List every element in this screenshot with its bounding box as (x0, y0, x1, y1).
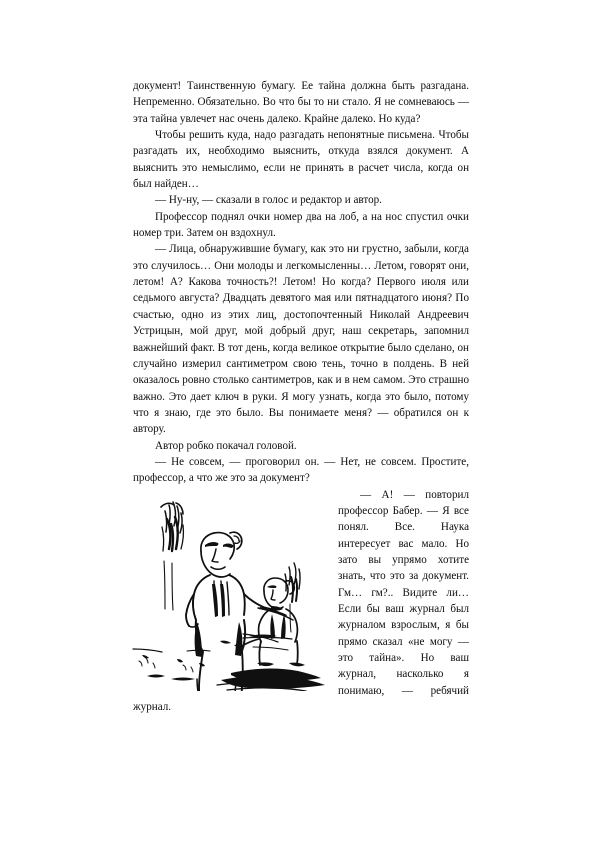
paragraph-wrapping-illustration: — А! — повторил профессор Бабер. — Я все понял. Все. Наука интересует вас мало. Но зато вы упрямо хотите знать, что это за документ. Гм… гм?.. Видите ли… Если бы ваш журнал был журналом взрослым, я бы прямо сказал «не могу — это тайна». Но ваш журнал, насколько я понимаю, — ребячий журнал. (133, 488, 469, 714)
crouching-boy (238, 578, 305, 666)
bush-left-icon (161, 502, 183, 610)
illustration-drawing (131, 489, 328, 691)
paragraph: Профессор поднял очки номер два на лоб, а на нос спустил очки номер три. Затем он вздохнул. (133, 210, 469, 240)
paragraph: — Ну-ну, — сказали в голос и редактор и автор. (155, 194, 382, 207)
paragraph: Автор робко покачал головой. (155, 439, 297, 452)
paragraph: документ! Таинственную бумагу. Ее тайна должна быть разгадана. Непременно. Обязательно. Во что бы то ни стало. Я не сомневаюсь — эта тайна увлечет нас очень далеко. Крайне далеко. Но куда? (133, 80, 469, 125)
paragraph: Чтобы решить куда, надо разгадать непонятные письмена. Чтобы разгадать их, необходимо выяснить, откуда взялся документ. А выяснить это немыслимо, если не принять в расчет числа, когда он был найден… (133, 129, 469, 191)
page-text-column (133, 78, 469, 715)
paragraph: — Лица, обнаружившие бумагу, как это ни грустно, забыли, когда это случилось… Они молоды и легкомысленны… Летом, говорят они, летом! А? Какова точность?! Летом! Но когда? Первого июля или седьмого августа? Двадцать девятого мая или пятнадцатого июня? По счастью, одно из этих лиц, достопочтенный Николай Андреевич Устрицын, мой друг, мой добрый друг, наш секретарь, запомнил важнейший факт. В тот день, когда великое открытие было сделано, он случайно измерил сантиметром свою тень, точно в полдень. В ней оказалось ровно столько сантиметров, как и в нем самом. Это страшно важно. Это дает ключ в руки. Я могу узнать, когда это было, потому что я знаю, где это было. Вы понимаете меня? — обратился он к автору. (133, 243, 469, 436)
paragraph: — Не совсем, — проговорил он. — Нет, не совсем. Простите, профессор, а что же это за документ? (133, 455, 469, 485)
ground-texture (139, 640, 245, 671)
illustration-two-boys-measuring-shadow (131, 489, 328, 691)
standing-boy (186, 532, 283, 691)
